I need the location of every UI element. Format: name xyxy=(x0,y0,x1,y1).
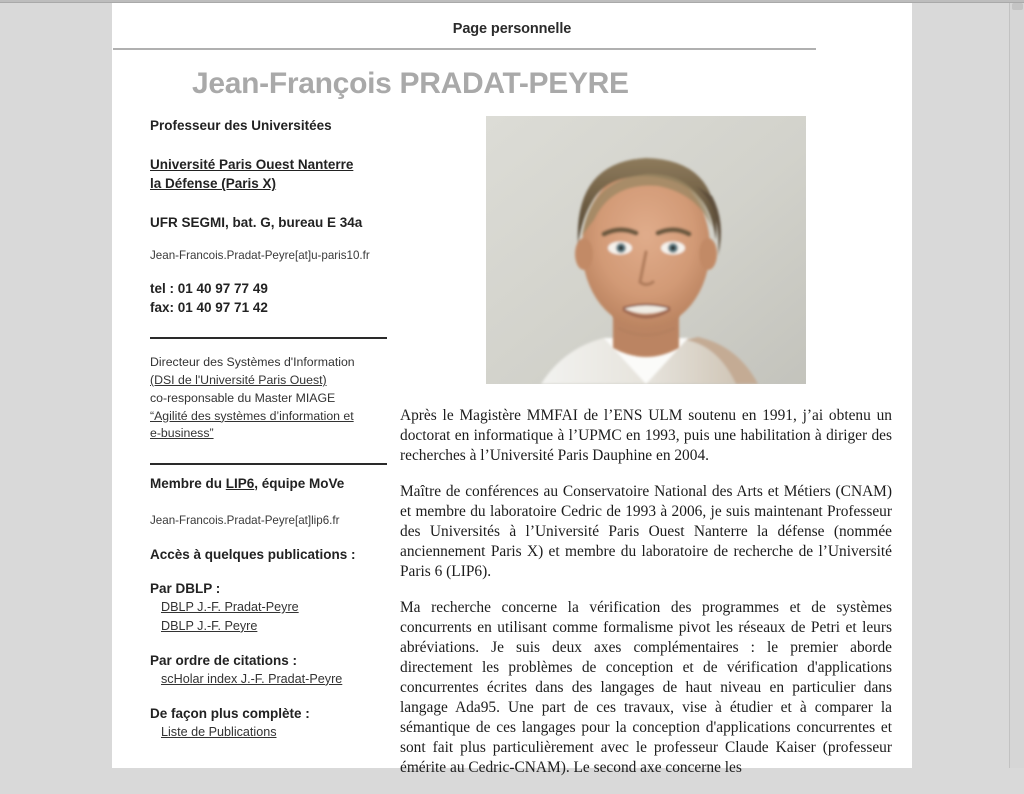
header-divider xyxy=(113,48,816,50)
lab-prefix: Membre du xyxy=(150,476,226,492)
spacer xyxy=(150,689,398,704)
spacer xyxy=(150,264,398,279)
page-header xyxy=(112,3,912,47)
dblp-link-pradat-peyre[interactable]: DBLP J.-F. Pradat-Peyre xyxy=(161,599,299,614)
master-role-line: co-responsable du Master MIAGE xyxy=(150,390,336,405)
master-link-line-2: e-business” xyxy=(150,426,214,441)
lab-suffix: , équipe MoVe xyxy=(254,476,345,492)
spacer xyxy=(150,465,398,474)
spacer xyxy=(150,636,398,651)
spacer xyxy=(150,493,398,513)
spacer xyxy=(150,530,398,545)
university-link-line-1: Université Paris Ouest Nanterre xyxy=(150,157,354,173)
publications-heading: Accès à quelques publications : xyxy=(150,546,356,562)
scholar-index-link[interactable]: scHolar index J.-F. Pradat-Peyre xyxy=(161,671,343,686)
spacer xyxy=(150,564,398,579)
complete-list-heading: De façon plus complète : xyxy=(150,705,310,721)
spacer xyxy=(150,135,398,155)
master-link-line-1: “Agilité des systèmes d’information et xyxy=(150,408,354,423)
university-link[interactable] xyxy=(150,155,398,193)
sidebar xyxy=(150,116,398,742)
vertical-scrollbar[interactable] xyxy=(1009,3,1024,768)
dsi-link[interactable] xyxy=(150,372,398,390)
person-name-heading: Jean-François PRADAT-PEYRE xyxy=(192,67,629,100)
page-sheet xyxy=(112,3,912,777)
master-link[interactable] xyxy=(150,408,398,444)
lab-membership xyxy=(150,474,398,493)
fax: fax: 01 40 97 71 42 xyxy=(150,300,268,315)
dsi-link-label: (DSI de l'Université Paris Ouest) xyxy=(150,372,327,387)
spacer xyxy=(150,317,398,337)
lip6-link[interactable]: LIP6 xyxy=(225,476,255,492)
biography-text xyxy=(400,406,892,778)
publication-list-link[interactable]: Liste de Publications xyxy=(161,724,277,739)
paragraph-1: Après le Magistère MMFAI de l’ENS ULM soutenu en 1991, j’ai obtenu un doctorat en informatique à l’UPMC en 1993, puis une habilitation à diriger des recherches à l’Université Paris Dauphine en 2004. xyxy=(400,407,892,465)
office-address: UFR SEGMI, bat. G, bureau E 34a xyxy=(150,215,363,231)
lab-email: Jean-Francois.Pradat-Peyre[at]lip6.fr xyxy=(150,514,340,528)
portrait-photo xyxy=(486,116,806,384)
portrait-container xyxy=(400,116,892,384)
spacer xyxy=(150,193,398,213)
paragraph-3: Ma recherche concerne la vérification des programmes et de systèmes concurrents en utilisant comme formalisme pivot les réseaux de Petri et leurs abréviations. Je suis deux axes complémentaires : le premier aborde directement les problèmes de conception et de vérification d'applications concurrentes écrites dans des langages de haut niveau en particulier dans langage Ada95. Une part de ces travaux, vise à étudier et à comparer la sémantique de ces langages pour la conception d'applications concurrentes et sont fait plus particulièrement avec le professeur Claude Kaiser (professeur émérite au Cedric-CNAM). Le second axe concerne les xyxy=(400,599,892,777)
telephone: tel : 01 40 97 77 49 xyxy=(150,280,268,296)
spacer xyxy=(150,339,398,354)
dblp-heading: Par DBLP : xyxy=(150,580,221,596)
main-column xyxy=(400,116,892,794)
role-title: Professeur des Universitées xyxy=(150,118,332,133)
page-title: Page personnelle xyxy=(452,21,572,37)
paragraph-2: Maître de conférences au Conservatoire National des Arts et Métiers (CNAM) et membre du laboratoire Cedric de 1993 à 2006, je suis maintenant Professeur des Universités à l’Université Paris Ouest Nanterre la défense (nommée anciennement Paris X) et membre du laboratoire de recherche de l’Université Paris 6 (LIP6). xyxy=(400,483,892,581)
citations-heading: Par ordre de citations : xyxy=(150,652,298,668)
spacer xyxy=(150,443,398,463)
university-link-line-2: la Défense (Paris X) xyxy=(150,176,277,192)
dblp-link-peyre[interactable]: DBLP J.-F. Peyre xyxy=(161,618,258,633)
scrollbar-thumb[interactable] xyxy=(1012,3,1023,10)
spacer xyxy=(150,233,398,248)
university-email: Jean-Francois.Pradat-Peyre[at]u-paris10.fr xyxy=(150,248,370,262)
dsi-role-line: Directeur des Systèmes d'Information xyxy=(150,355,355,370)
